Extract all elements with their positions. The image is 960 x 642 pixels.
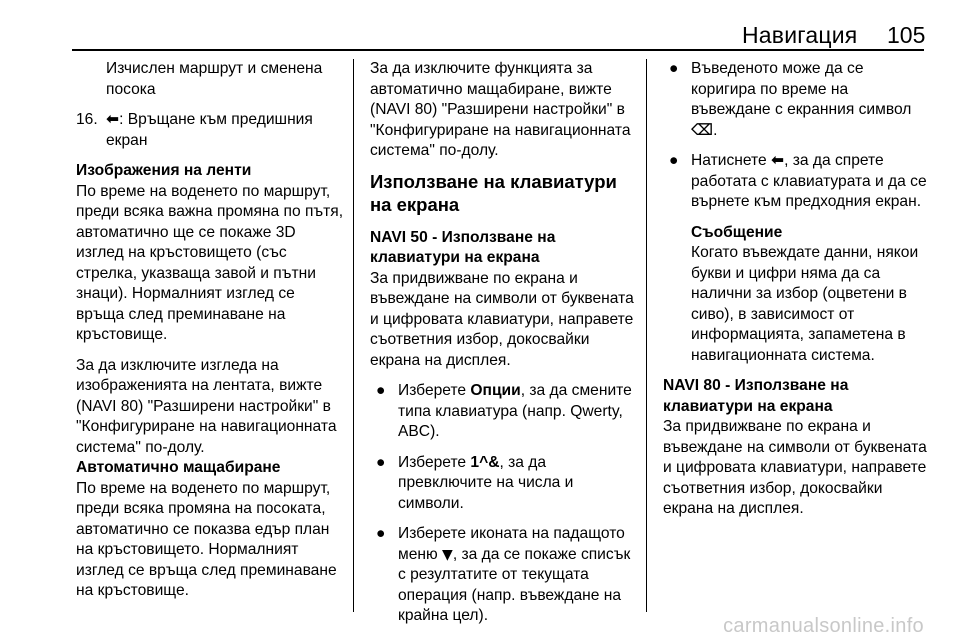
- keyboard-options-list-cont: [663, 59, 931, 213]
- continued-list-item: Изчислен маршрут и сменена посока: [106, 60, 323, 98]
- header-rule: [72, 49, 924, 51]
- list-item-16: [76, 110, 346, 151]
- navi50-keyboards-heading: NAVI 50 - Използване на клавиатури на екрана: [370, 228, 556, 266]
- auto-zoom-off-text: За да изключите функцията за автоматично мащабиране, вижте (NAVI 80) "Разширени настройки" в "Конфигуриране на навигационната система" по-долу.: [370, 60, 631, 159]
- list-number: 16.: [76, 111, 98, 128]
- lane-images-off-text: За да изключите изгледа на изображенията на лентата, вижте (NAVI 80) "Разширени настройки" в "Конфигуриране на навигационната система" по-долу.: [76, 356, 337, 456]
- navi80-keyboards-heading: NAVI 80 - Използване на клавиатури на екрана: [663, 377, 849, 415]
- watermark: carmanualsonline.info: [723, 615, 924, 637]
- keyboards-section-heading: Използване на клавиатури на екрана: [370, 170, 617, 215]
- note-text: Когато въвеждате данни, някои букви и цифри няма да са налични за избор (оцветени в сиво), в зависимост от информацията, запаметена в навигационната система.: [691, 244, 919, 364]
- note-block: [663, 223, 931, 367]
- page-section-title: Навигация: [742, 22, 858, 48]
- auto-zoom-text: По време на воденето по маршрут, преди всяка промяна на посоката, автоматично се показва едър план на кръстовището. Нормалният изглед се връща след преминаване на кръстовище.: [76, 479, 337, 599]
- list-item: ● Изберете 1^&, за да превключите на числа и символи.: [376, 453, 574, 512]
- backspace-icon: ⌫: [691, 121, 714, 139]
- bullet-icon: ●: [376, 382, 386, 399]
- back-arrow-icon: ⬅: [770, 152, 785, 169]
- column-1: [76, 59, 346, 612]
- keyboard-options-list: [370, 381, 638, 627]
- auto-zoom-heading: Автоматично мащабиране: [76, 459, 281, 476]
- lane-images-heading: Изображения на ленти: [76, 162, 252, 179]
- note-heading: Съобщение: [691, 223, 783, 241]
- column-divider-left: [353, 59, 354, 612]
- bullet-icon: ●: [669, 152, 679, 169]
- lane-images-text: По време на воденето по маршрут, преди всяка важна промяна по пътя, автоматично ще се покаже 3D изглед на кръстовището (със стрелка, указваща завой и пътни знаци). Нормалният изглед се връща след преминаване на кръстовище.: [76, 182, 344, 343]
- options-label: Опции: [470, 382, 521, 399]
- dropdown-menu-icon: ▼: [442, 546, 453, 563]
- bullet-icon: ●: [376, 453, 386, 471]
- list-item: ● Изберете Опции, за да смените типа клавиатура (напр. Qwerty, ABC).: [376, 382, 632, 440]
- page-number: 105: [887, 22, 926, 48]
- column-2: [370, 59, 638, 637]
- navi50-keyboards-text: За придвижване по екрана и въвеждане на символи от буквената и цифровата клавиатури, направете съответния избор, докосвайки екрана на дисплея.: [370, 269, 634, 369]
- list-item: ● Изберете иконата на падащото меню ▼, за да се покаже списък с резултатите от текущата операция (напр. въвеждане на крайна цел).: [376, 525, 631, 624]
- column-divider-right: [646, 59, 647, 612]
- list-item: ● Натиснете ⬅, за да спрете работата с клавиатурата и да се върнете към предходния екран.: [669, 152, 927, 210]
- bullet-icon: ●: [376, 525, 386, 542]
- symbols-label: 1^&: [470, 453, 500, 471]
- back-arrow-icon: ⬅: [106, 111, 120, 128]
- list-text: ⬅: Връщане към предишния екран: [106, 111, 313, 149]
- navi80-keyboards-text: За придвижване по екрана и въвеждане на символи от буквената и цифровата клавиатури, направете съответния избор, докосвайки екрана на дисплея.: [663, 418, 927, 517]
- bullet-icon: ●: [669, 60, 679, 77]
- column-3: [663, 59, 931, 530]
- list-item: ● Въведеното може да се коригира по време на въвеждане с екранния символ ⌫.: [669, 60, 912, 139]
